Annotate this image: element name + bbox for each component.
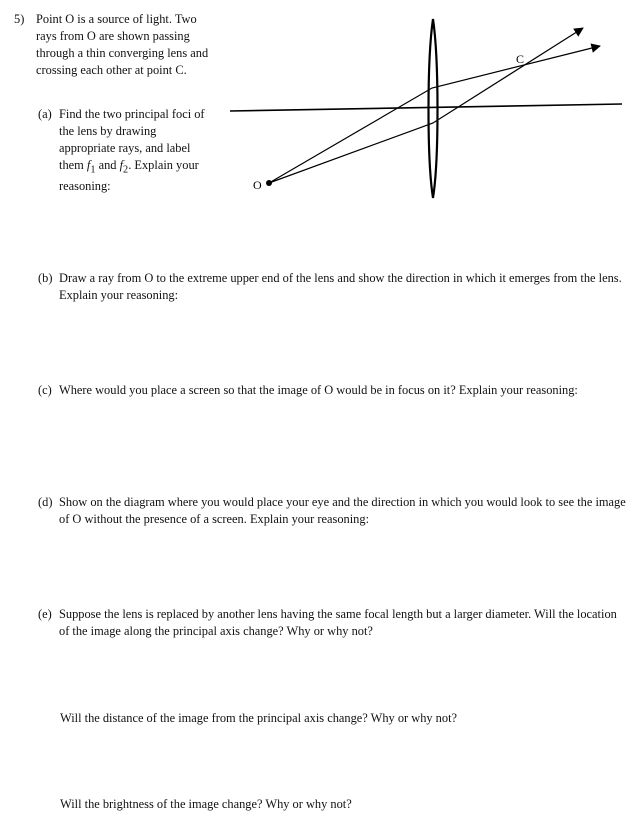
point-c-label: C	[516, 52, 525, 66]
part-c	[38, 382, 628, 399]
question-intro: Point O is a source of light. Two rays from O are shown passing through a thin converging lens and crossing each other at point C.	[36, 12, 209, 77]
f2-subscript: 2	[123, 164, 129, 176]
converging-lens	[429, 19, 438, 198]
point-o-label: O	[253, 178, 262, 192]
f1-subscript: 1	[90, 164, 96, 176]
principal-axis	[230, 104, 622, 111]
point-o-dot	[266, 180, 272, 186]
part-c-label: (c)	[38, 383, 52, 397]
part-c-text: Where would you place a screen so that the image of O would be in focus on it? Explain your reasoning:	[59, 383, 578, 397]
part-e-text: Suppose the lens is replaced by another lens having the same focal length but a larger diameter. Will the location of the image along the principal axis change? Why or why not?	[59, 607, 617, 638]
f1-base: f	[86, 158, 91, 172]
question-number: 5)	[14, 12, 25, 26]
part-e-subquestion-distance: Will the distance of the image from the principal axis change? Why or why not?	[60, 711, 458, 725]
f2-base: f	[119, 158, 124, 172]
part-d-label: (d)	[38, 495, 53, 509]
part-a-text-pre: Find the two principal foci of the lens by drawing appropriate rays, and label them	[59, 107, 205, 172]
part-d	[38, 494, 628, 528]
part-b	[38, 270, 628, 304]
ray-1	[269, 46, 600, 183]
part-b-text: Draw a ray from O to the extreme upper end of the lens and show the direction in which it emerges from the lens. Explain your reasoning:	[59, 271, 622, 302]
part-d-text: Show on the diagram where you would place your eye and the direction in which you would look to see the image of O without the presence of a screen. Explain your reasoning:	[59, 495, 626, 526]
part-b-label: (b)	[38, 271, 53, 285]
part-e	[38, 606, 628, 640]
part-e-label: (e)	[38, 607, 52, 621]
part-e-subquestion-brightness: Will the brightness of the image change? Why or why not?	[60, 797, 352, 811]
part-a-label: (a)	[38, 107, 52, 121]
lens-ray-diagram	[0, 0, 643, 220]
part-a-text-post: . Explain your reasoning:	[59, 158, 199, 194]
part-a-and: and	[95, 158, 120, 172]
